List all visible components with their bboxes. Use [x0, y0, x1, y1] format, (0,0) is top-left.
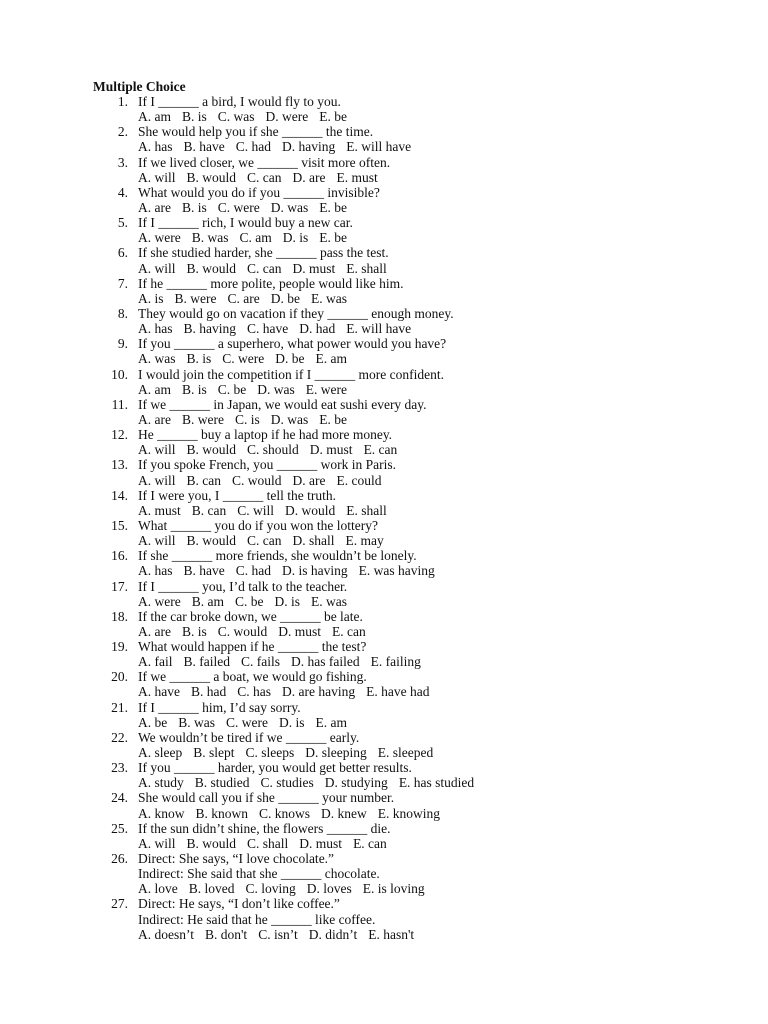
answer-option: D. must [292, 260, 336, 276]
question-item [93, 215, 753, 245]
answer-option: D. was [257, 381, 295, 397]
answer-options [138, 109, 753, 124]
question-item [93, 427, 753, 457]
answer-options [138, 139, 753, 154]
answer-option: C. be [234, 593, 264, 609]
answer-option: E. be [319, 411, 347, 427]
question-text: Indirect: He said that he ______ like coffee. [138, 911, 376, 927]
answer-option: D. had [299, 321, 336, 337]
question-text: If we lived closer, we ______ visit more often. [138, 154, 391, 170]
answer-option: D. must [309, 442, 353, 458]
answer-option: E. sleeped [377, 745, 434, 761]
answer-options [138, 927, 753, 942]
question-text: He ______ buy a laptop if he had more money. [138, 427, 393, 443]
answer-option: E. will have [346, 139, 412, 155]
question-text: I would join the competition if I ______ more confident. [138, 366, 444, 382]
answer-option: D. has failed [291, 654, 360, 670]
question-number: 16. [111, 548, 128, 564]
answer-options [138, 382, 753, 397]
question-number: 4. [117, 184, 128, 200]
answer-option: A. love [138, 881, 178, 897]
answer-option: E. could [336, 472, 382, 488]
answer-option: B. slept [193, 745, 235, 761]
answer-option: A. fail [138, 654, 173, 670]
question-text: What would you do if you ______ invisible? [138, 184, 380, 200]
answer-option: A. will [138, 169, 176, 185]
answer-option: C. shall [247, 835, 289, 851]
answer-option: D. studying [324, 775, 388, 791]
question-number: 25. [111, 820, 128, 836]
answer-option: E. was having [358, 563, 435, 579]
answer-option: C. are [227, 290, 260, 306]
answer-option: A. know [138, 805, 185, 821]
question-item [93, 245, 753, 275]
question-item [93, 488, 753, 518]
answer-option: B. were [181, 411, 224, 427]
question-item [93, 367, 753, 397]
answer-option: E. shall [346, 260, 387, 276]
answer-option: A. sleep [138, 745, 183, 761]
answer-option: A. are [138, 199, 171, 215]
answer-option: B. having [183, 321, 236, 337]
question-text: We wouldn’t be tired if we ______ early. [138, 729, 360, 745]
answer-option: B. would [186, 533, 237, 549]
answer-option: C. am [239, 230, 272, 246]
answer-option: C. were [222, 351, 265, 367]
answer-option: A. must [138, 502, 181, 518]
question-number: 8. [117, 305, 128, 321]
question-item [93, 669, 753, 699]
answer-option: B. failed [183, 654, 230, 670]
question-item [93, 185, 753, 215]
answer-option: A. study [138, 775, 184, 791]
document-page [93, 79, 753, 942]
question-text: If he ______ more polite, people would like him. [138, 275, 404, 291]
question-list [93, 94, 753, 942]
question-text: She would help you if she ______ the time. [138, 124, 374, 140]
answer-option: E. be [319, 199, 347, 215]
question-text: If you ______ a superhero, what power would you have? [138, 336, 447, 352]
question-number: 5. [117, 215, 128, 231]
question-text: If I ______ him, I’d say sorry. [138, 699, 301, 715]
question-number: 9. [117, 336, 128, 352]
answer-option: D. loves [306, 881, 352, 897]
question-item [93, 760, 753, 790]
answer-option: B. would [186, 835, 237, 851]
answer-options [138, 836, 753, 851]
answer-option: D. was [270, 411, 309, 427]
answer-options [138, 412, 753, 427]
answer-option: B. can [186, 472, 222, 488]
question-text: If I ______ you, I’d talk to the teacher. [138, 578, 348, 594]
answer-option: E. can [363, 442, 398, 458]
answer-option: A. were [138, 230, 181, 246]
answer-option: B. was [178, 714, 215, 730]
answer-option: D. having [282, 139, 336, 155]
answer-options [138, 230, 753, 245]
answer-option: E. am [315, 351, 347, 367]
answer-options [138, 170, 753, 185]
answer-option: D. were [265, 109, 309, 125]
question-number: 15. [111, 517, 128, 533]
question-number: 3. [117, 154, 128, 170]
answer-option: D. is [282, 230, 309, 246]
answer-option: E. have had [366, 684, 430, 700]
answer-options [138, 806, 753, 821]
question-text: If I ______ a bird, I would fly to you. [138, 94, 341, 109]
answer-option: D. is [274, 593, 300, 609]
answer-options [138, 624, 753, 639]
question-number: 26. [111, 851, 128, 867]
question-item [93, 851, 753, 896]
answer-option: C. were [226, 714, 268, 730]
answer-options [138, 291, 753, 306]
answer-option: E. has studied [398, 775, 475, 791]
answer-options [138, 533, 753, 548]
answer-options [138, 594, 753, 609]
answer-option: D. didn’t [308, 926, 358, 942]
question-number: 10. [111, 366, 128, 382]
answer-option: D. are having [281, 684, 356, 700]
answer-option: E. be [319, 230, 347, 246]
answer-option: E. must [336, 169, 378, 185]
question-item [93, 94, 753, 124]
question-number: 6. [117, 245, 128, 261]
answer-options [138, 442, 753, 457]
answer-option: E. can [353, 835, 387, 851]
answer-option: D. sleeping [305, 745, 367, 761]
answer-option: D. are [292, 472, 326, 488]
question-item [93, 790, 753, 820]
answer-option: E. is loving [362, 881, 425, 897]
answer-option: D. shall [292, 533, 335, 549]
question-item [93, 609, 753, 639]
answer-options [138, 503, 753, 518]
answer-option: C. fails [241, 654, 280, 670]
question-number: 12. [111, 427, 128, 443]
answer-option: E. knowing [377, 805, 441, 821]
answer-option: C. knows [259, 805, 311, 821]
answer-option: C. sleeps [245, 745, 295, 761]
answer-option: A. are [138, 411, 171, 427]
question-number: 1. [117, 94, 128, 109]
answer-option: A. will [138, 533, 176, 549]
answer-option: C. would [232, 472, 282, 488]
question-text: Direct: She says, “I love chocolate.” [138, 851, 335, 867]
answer-option: A. is [138, 290, 164, 306]
question-item [93, 124, 753, 154]
answer-option: B. known [195, 805, 249, 821]
answer-options [138, 321, 753, 336]
answer-option: B. don't [205, 926, 248, 942]
answer-option: C. can [247, 260, 282, 276]
question-item [93, 397, 753, 427]
question-text: If you spoke French, you ______ work in Paris. [138, 457, 396, 473]
answer-option: C. have [247, 321, 289, 337]
answer-option: C. will [237, 502, 275, 518]
answer-option: C. had [235, 563, 271, 579]
question-number: 22. [111, 729, 128, 745]
answer-option: D. be [275, 351, 305, 367]
answer-option: D. was [270, 199, 309, 215]
answer-option: E. can [332, 623, 366, 639]
answer-option: B. studied [194, 775, 250, 791]
question-text: If we ______ in Japan, we would eat sushi every day. [138, 396, 427, 412]
answer-option: E. hasn't [368, 926, 415, 942]
answer-option: D. is [278, 714, 305, 730]
answer-option: A. has [138, 563, 173, 579]
question-item [93, 276, 753, 306]
answer-options [138, 200, 753, 215]
question-item [93, 579, 753, 609]
question-text: If I were you, I ______ tell the truth. [138, 487, 336, 503]
question-number: 17. [111, 578, 128, 594]
question-text: If I ______ rich, I would buy a new car. [138, 215, 353, 231]
question-text: If the sun didn’t shine, the flowers ______ die. [138, 820, 391, 836]
answer-option: C. loving [245, 881, 296, 897]
answer-option: E. was [311, 593, 347, 609]
question-text: Direct: He says, “I don’t like coffee.” [138, 896, 340, 912]
answer-options [138, 775, 753, 790]
answer-option: B. had [190, 684, 227, 700]
answer-option: A. was [138, 351, 176, 367]
answer-option: E. may [345, 533, 384, 549]
answer-options [138, 654, 753, 669]
answer-options [138, 684, 753, 699]
question-item [93, 821, 753, 851]
question-number: 27. [111, 896, 128, 912]
question-number: 19. [111, 639, 128, 655]
answer-option: D. be [270, 290, 300, 306]
answer-option: E. shall [346, 502, 387, 518]
answer-option: A. have [138, 684, 180, 700]
answer-option: C. can [247, 169, 282, 185]
answer-option: C. was [217, 109, 255, 125]
answer-options [138, 563, 753, 578]
answer-option: B. loved [188, 881, 235, 897]
answer-option: C. studies [260, 775, 314, 791]
question-item [93, 336, 753, 366]
question-item [93, 518, 753, 548]
answer-option: B. is [182, 381, 207, 397]
answer-option: A. has [138, 139, 173, 155]
answer-option: C. is [234, 411, 260, 427]
answer-options [138, 261, 753, 276]
answer-option: D. must [299, 835, 343, 851]
question-number: 14. [111, 487, 128, 503]
answer-option: E. be [319, 109, 347, 125]
answer-option: B. is [182, 109, 207, 125]
question-number: 13. [111, 457, 128, 473]
answer-option: B. am [191, 593, 224, 609]
answer-option: B. can [191, 502, 227, 518]
answer-options [138, 881, 753, 896]
answer-option: B. would [186, 169, 237, 185]
answer-option: A. were [138, 593, 181, 609]
answer-option: B. have [183, 139, 225, 155]
answer-option: E. will have [346, 321, 412, 337]
question-item [93, 548, 753, 578]
answer-option: A. be [138, 714, 168, 730]
answer-option: D. is having [282, 563, 348, 579]
question-text: If we ______ a boat, we would go fishing. [138, 669, 367, 685]
answer-option: A. will [138, 835, 176, 851]
question-text: What ______ you do if you won the lottery? [138, 517, 378, 533]
question-number: 23. [111, 760, 128, 776]
section-heading: Multiple Choice [93, 79, 186, 94]
answer-option: C. were [217, 199, 260, 215]
answer-option: A. has [138, 321, 173, 337]
question-number: 18. [111, 608, 128, 624]
answer-option: E. am [315, 714, 347, 730]
question-number: 21. [111, 699, 128, 715]
question-text: They would go on vacation if they ______ enough money. [138, 305, 454, 321]
answer-option: B. were [174, 290, 217, 306]
answer-options [138, 473, 753, 488]
question-item [93, 896, 753, 941]
answer-option: A. will [138, 442, 176, 458]
answer-option: C. can [247, 533, 282, 549]
answer-option: A. doesn’t [138, 926, 194, 942]
question-text: If you ______ harder, you would get better results. [138, 760, 412, 776]
answer-option: B. was [191, 230, 229, 246]
answer-option: D. must [278, 623, 322, 639]
question-text: Indirect: She said that she ______ chocolate. [138, 866, 380, 882]
question-item [93, 639, 753, 669]
answer-option: B. would [186, 260, 237, 276]
question-number: 24. [111, 790, 128, 806]
question-text: What would happen if he ______ the test? [138, 639, 367, 655]
answer-options [138, 745, 753, 760]
question-text: If she ______ more friends, she wouldn’t be lonely. [138, 548, 417, 564]
answer-option: B. is [181, 623, 207, 639]
answer-option: C. should [247, 442, 299, 458]
answer-option: C. would [217, 623, 268, 639]
answer-option: A. am [138, 109, 171, 125]
question-item [93, 700, 753, 730]
answer-option: A. are [138, 623, 171, 639]
answer-option: A. am [138, 381, 171, 397]
answer-option: A. will [138, 472, 176, 488]
question-text: If she studied harder, she ______ pass the test. [138, 245, 389, 261]
question-item [93, 155, 753, 185]
answer-option: E. were [305, 381, 347, 397]
question-number: 11. [111, 396, 128, 412]
answer-option: B. is [181, 199, 207, 215]
answer-option: C. has [237, 684, 271, 700]
answer-option: C. be [217, 381, 247, 397]
question-text: If the car broke down, we ______ be late. [138, 608, 363, 624]
answer-option: B. is [186, 351, 212, 367]
question-number: 20. [111, 669, 128, 685]
question-text: She would call you if she ______ your number. [138, 790, 395, 806]
question-item [93, 306, 753, 336]
answer-option: C. had [235, 139, 271, 155]
answer-option: B. have [183, 563, 225, 579]
answer-options [138, 351, 753, 366]
answer-option: A. will [138, 260, 176, 276]
question-item [93, 730, 753, 760]
question-number: 2. [117, 124, 128, 140]
answer-option: E. was [310, 290, 347, 306]
question-item [93, 457, 753, 487]
answer-option: D. knew [321, 805, 367, 821]
answer-option: B. would [186, 442, 237, 458]
answer-options [138, 715, 753, 730]
answer-option: E. failing [370, 654, 421, 670]
answer-option: D. would [285, 502, 336, 518]
answer-option: C. isn’t [258, 926, 298, 942]
question-number: 7. [117, 275, 128, 291]
answer-option: D. are [292, 169, 326, 185]
